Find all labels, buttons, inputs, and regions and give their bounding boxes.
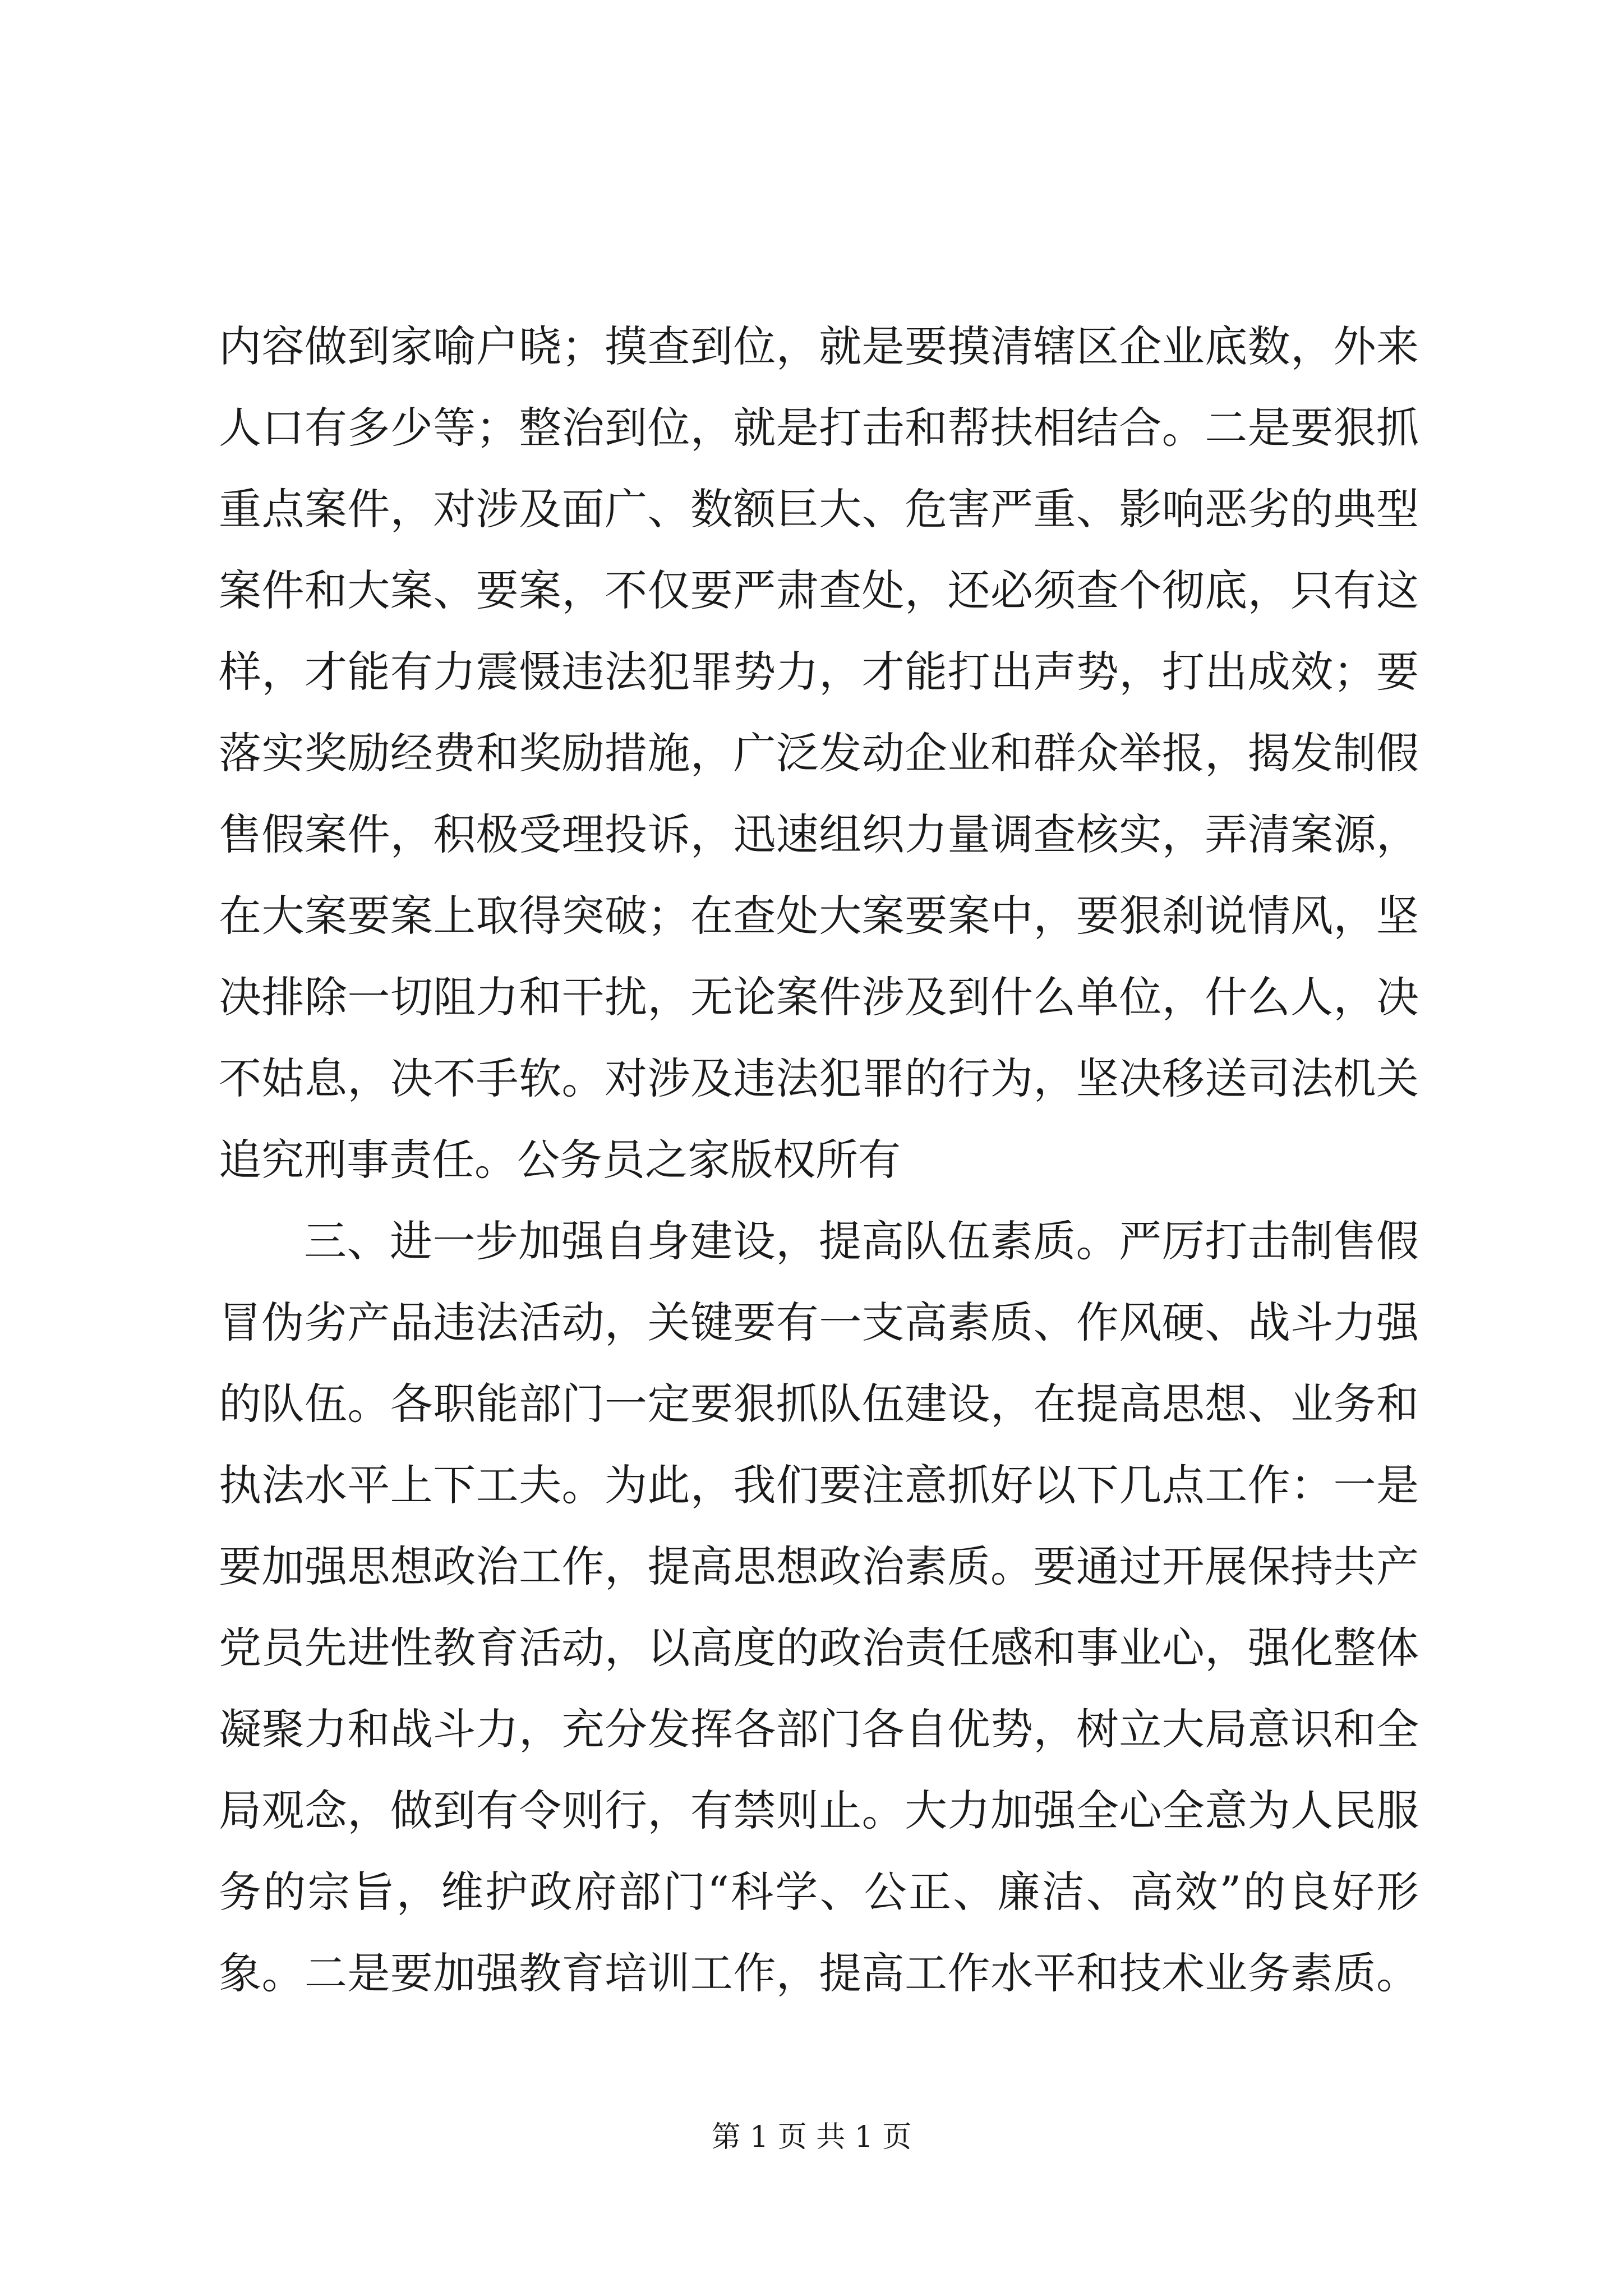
text-line: 内容做到家喻户晓；摸查到位，就是要摸清辖区企业底数，外来 — [219, 321, 1419, 371]
text-line: 落实奖励经费和奖励措施，广泛发动企业和群众举报，揭发制假 — [219, 728, 1419, 778]
text-line: 在大案要案上取得突破；在查处大案要案中，要狠刹说情风，坚 — [219, 891, 1419, 941]
text-line: 案件和大案、要案，不仅要严肃查处，还必须查个彻底，只有这 — [219, 565, 1419, 615]
text-line: 追究刑事责任。公务员之家版权所有 — [219, 1135, 901, 1185]
page-footer — [0, 2115, 1623, 2160]
page-number: 第 1 页 共 1 页 — [711, 2120, 912, 2154]
text-line: 的队伍。各职能部门一定要狠抓队伍建设，在提高思想、业务和 — [219, 1379, 1419, 1429]
text-line: 样，才能有力震慑违法犯罪势力，才能打出声势，打出成效；要 — [219, 647, 1419, 697]
text-line: 人口有多少等；整治到位，就是打击和帮扶相结合。二是要狠抓 — [219, 403, 1419, 453]
text-line: 象。二是要加强教育培训工作，提高工作水平和技术业务素质。 — [219, 1948, 1419, 1998]
document-body — [219, 306, 1419, 2014]
text-line: 党员先进性教育活动，以高度的政治责任感和事业心，强化整体 — [219, 1623, 1419, 1673]
text-line: 售假案件，积极受理投诉，迅速组织力量调查核实，弄清案源， — [219, 809, 1419, 859]
text-line: 不姑息，决不手软。对涉及违法犯罪的行为，坚决移送司法机关 — [219, 1053, 1419, 1103]
paragraph-first-line: 三、进一步加强自身建设，提高队伍素质。严厉打击制售假 — [304, 1216, 1419, 1266]
text-line: 重点案件，对涉及面广、数额巨大、危害严重、影响恶劣的典型 — [219, 484, 1419, 534]
text-line: 决排除一切阻力和干扰，无论案件涉及到什么单位，什么人，决 — [219, 972, 1419, 1022]
text-line: 凝聚力和战斗力，充分发挥各部门各自优势，树立大局意识和全 — [219, 1704, 1419, 1754]
text-line: 执法水平上下工夫。为此，我们要注意抓好以下几点工作：一是 — [219, 1460, 1419, 1510]
text-line: 冒伪劣产品违法活动，关键要有一支高素质、作风硬、战斗力强 — [219, 1297, 1419, 1347]
text-line: 务的宗旨，维护政府部门“科学、公正、廉洁、高效”的良好形 — [219, 1867, 1419, 1917]
text-line: 局观念，做到有令则行，有禁则止。大力加强全心全意为人民服 — [219, 1786, 1419, 1835]
text-line: 要加强思想政治工作，提高思想政治素质。要通过开展保持共产 — [219, 1542, 1419, 1591]
